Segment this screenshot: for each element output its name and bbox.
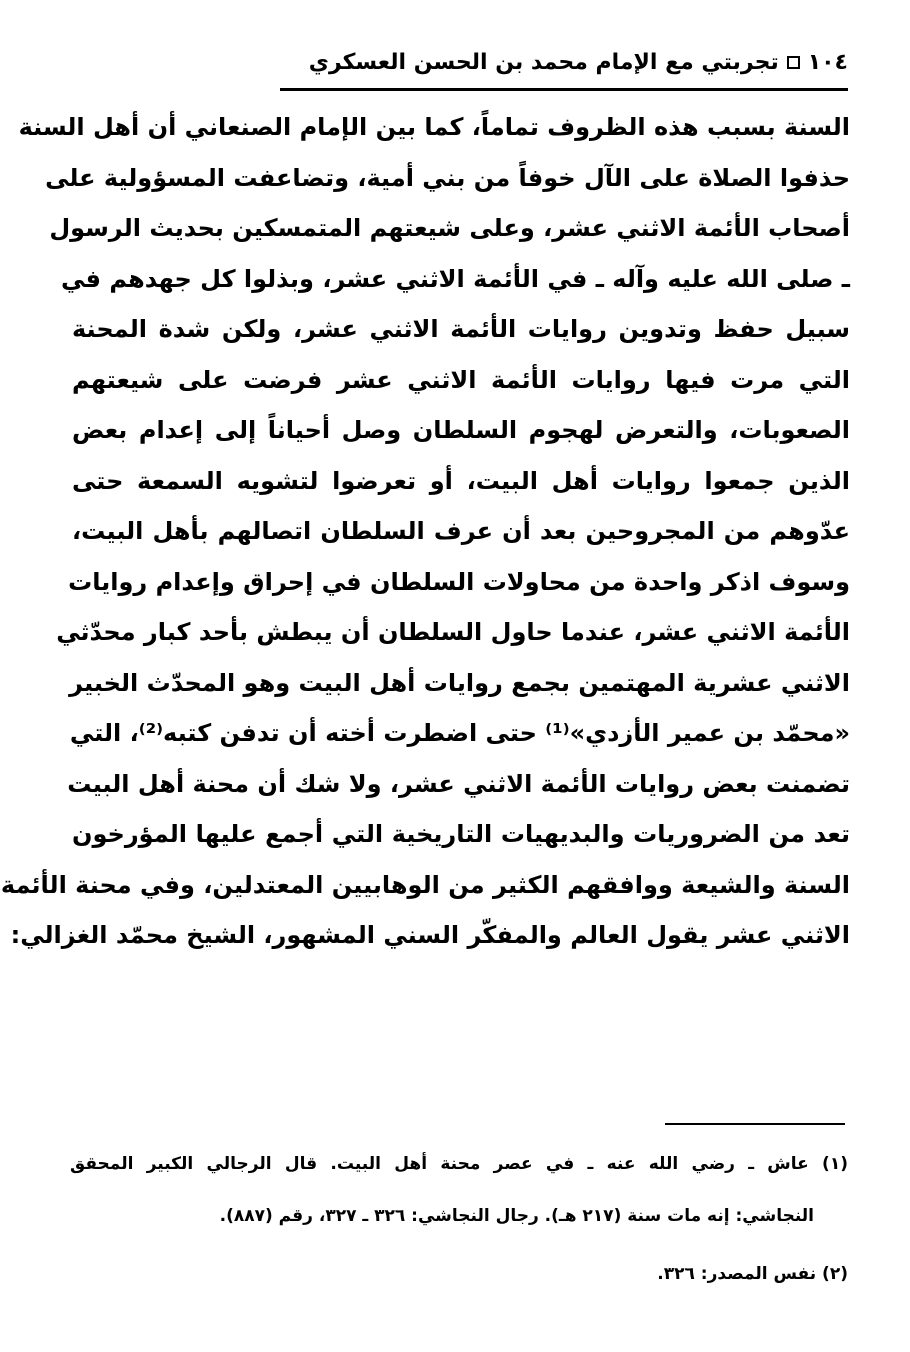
text-line: «محمّد بن عمير الأزدي»⁽¹⁾ حتى اضطرت أخته أن تدفن كتبه⁽²⁾، التي [69, 719, 850, 747]
text-line: تضمنت بعض روايات الأئمة الاثني عشر، ولا شك أن محنة أهل البيت [67, 769, 850, 798]
text-line: السنة بسبب هذه الظروف تماماً، كما بين الإمام الصنعاني أن أهل السنة [18, 113, 850, 141]
body-text [0, 102, 850, 961]
square-ornament-icon [787, 56, 800, 69]
text-line: تعد من الضروريات والبديهيات التاريخية التي أجمع عليها المؤرخون [72, 820, 850, 848]
text-line: الصعوبات، والتعرض لهجوم السلطان وصل أحياناً إلى إعدام بعض [72, 416, 850, 444]
footnote-separator [665, 1123, 845, 1125]
text-line: حذفوا الصلاة على الآل خوفاً من بني أمية، وتضاعفت المسؤولية على [45, 163, 850, 192]
text-line: عدّوهم من المجروحين بعد أن عرف السلطان اتصالهم بأهل البيت، [72, 517, 850, 545]
footnote-1: (١) عاش ـ رضي الله عنه ـ في عصر محنة أهل البيت. قال الرجالي الكبير المحقق [70, 1154, 848, 1174]
text-line: وسوف اذكر واحدة من محاولات السلطان في إحراق وإعدام روايات [68, 567, 850, 596]
text-line: الاثني عشرية المهتمين بجمع روايات أهل البيت وهو المحدّث الخبير [69, 668, 850, 697]
text-line: سبيل حفظ وتدوين روايات الأئمة الاثني عشر، ولكن شدة المحنة [72, 315, 850, 343]
page-number: ١٠٤ [807, 50, 848, 75]
book-title: تجربتي مع الإمام محمد بن الحسن العسكري [308, 50, 779, 75]
text-line: أصحاب الأئمة الاثني عشر، وعلى شيعتهم المتمسكين بحديث الرسول [49, 214, 850, 242]
header-rule [280, 88, 848, 91]
text-line: الاثني عشر يقول العالم والمفكّر السني المشهور، الشيخ محمّد الغزالي: [10, 921, 850, 949]
text-line: السنة والشيعة ووافقهم الكثير من الوهابيين المعتدلين، وفي محنة الأئمة [0, 870, 850, 899]
text-line: الذين جمعوا روايات أهل البيت، أو تعرضوا لتشويه السمعة حتى [72, 466, 850, 495]
text-line: الأئمة الاثني عشر، عندما حاول السلطان أن يبطش بأحد كبار محدّثي [56, 618, 850, 646]
text-line: ـ صلى الله عليه وآله ـ في الأئمة الاثني عشر، وبذلوا كل جهدهم في [60, 264, 850, 293]
footnote-2: (٢) نفس المصدر: ٣٢٦. [657, 1264, 848, 1284]
running-header [278, 50, 848, 75]
text-line: التي مرت فيها روايات الأئمة الاثني عشر فرضت على شيعتهم [72, 365, 850, 394]
footnote-1-continued: النجاشي: إنه مات سنة (٢١٧ هـ). رجال النجاشي: ٣٢٦ ـ ٣٢٧، رقم (٨٨٧). [219, 1206, 814, 1226]
